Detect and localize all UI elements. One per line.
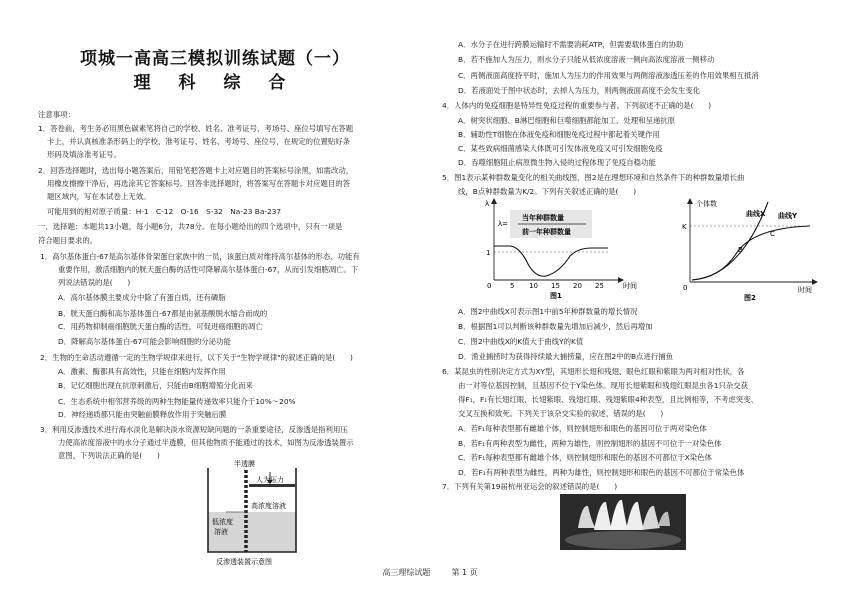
page-subtitle: 理 科 综 合 bbox=[133, 73, 297, 93]
option-a: A．水分子在进行跨膜运输时不需要消耗ATP，但需要载体蛋白的协助 bbox=[458, 40, 684, 49]
notes-line: 形码及填涂准考证号。 bbox=[47, 150, 121, 159]
option-d: D．渔业捕捞时为获得持续最大捕捞量，应在图2中的B点进行捕鱼 bbox=[458, 352, 674, 361]
x-tick-15: 15 bbox=[551, 282, 560, 290]
notes-line: 2．回答选择题时，选出每小题答案后，用铅笔把答题卡上对应题目的答案标号涂黑，如需改动， bbox=[38, 166, 354, 175]
option-b: B．根据图1可以判断该种群数量先增加后减少，然后再增加 bbox=[458, 322, 653, 331]
x-tick-25: 25 bbox=[595, 282, 604, 290]
stage-floor bbox=[565, 531, 681, 549]
question-7: 7．下列有关第19届杭州亚运会的叙述错误的是( ) bbox=[442, 482, 618, 491]
option-d: D．若液面处于图中状态时，去掉人为压力，则两侧液面高度不会发生变化 bbox=[458, 86, 701, 95]
option-c: C．若F₁每种表型都有雌雄个体，则控制翅形和眼色的基因不可都位于X染色体 bbox=[458, 453, 712, 462]
y-tick-1: 1 bbox=[486, 249, 491, 257]
curve-y bbox=[692, 226, 810, 280]
option-c: C．图2中曲线X的K值大于曲线Y的K值 bbox=[458, 337, 584, 346]
low-solution-label-2: 溶液 bbox=[214, 528, 228, 536]
figure-1-caption: 图1 bbox=[550, 292, 562, 300]
option-d: D．降解高尔基体蛋白-67可能会影响细胞的分泌功能 bbox=[58, 337, 231, 346]
equation-denominator: 前一年种群数量 bbox=[522, 228, 571, 236]
figure-2-chart bbox=[670, 196, 830, 302]
question-line: 重要作用，激活细胞内的胱天蛋白酶的活性可降解高尔基体蛋白-67，从而引发细胞凋亡。下 bbox=[58, 265, 359, 274]
section-heading: 一．选择题：本题共13小题，每小题6分，共78分。在每小题给出的四个选项中，只有一项是 bbox=[38, 222, 343, 231]
x-label: 时间 bbox=[623, 282, 637, 290]
footer-subject: 高三理综试题 bbox=[382, 568, 431, 577]
x-tick-5: 5 bbox=[510, 282, 515, 290]
option-b: B．辅助性T细胞在体液免疫和细胞免疫过程中都起着关键作用 bbox=[458, 130, 660, 139]
page-footer bbox=[0, 567, 860, 578]
y-arrow bbox=[491, 198, 497, 204]
option-a: A．激素、酶都具有高效性，只能在细胞内发挥作用 bbox=[58, 367, 226, 376]
high-solution-label: 高浓度溶液 bbox=[251, 502, 286, 510]
equation-lhs: λ= bbox=[498, 220, 509, 228]
origin-label: 0 bbox=[683, 284, 688, 292]
x-arrow bbox=[812, 279, 818, 285]
point-c-label: C bbox=[770, 230, 775, 238]
figure-2-caption: 图2 bbox=[744, 294, 756, 302]
option-a: A．树突状细胞、B淋巴细胞和巨噬细胞都能加工、处理和呈递抗原 bbox=[458, 116, 676, 125]
option-b: B．若F₁有两种表型为雌性，两种为雄性，则控制翅形的基因不可位于一对染色体 bbox=[458, 439, 722, 448]
y-label: 个体数 bbox=[696, 200, 717, 208]
origin-label: 0 bbox=[487, 282, 492, 290]
option-a: A．图2中曲线X可表示图1中前5年种群数量的增长情况 bbox=[458, 307, 638, 316]
option-d: D．吞噬细胞阻止病原微生物入侵的过程体现了免疫自稳功能 bbox=[458, 158, 656, 167]
option-b: B．胱天蛋白酶和高尔基体蛋白-67都是由氨基酸脱水缩合而成的 bbox=[58, 309, 268, 318]
pressure-label: 人为压力 bbox=[256, 476, 284, 484]
notes-line: 题区域内，写在本试卷上无效。 bbox=[47, 192, 151, 201]
question-line: 列说法错误的是( ) bbox=[58, 278, 131, 287]
x-tick-10: 10 bbox=[529, 282, 538, 290]
question-line: 线，B点种群数量为K/2。下列有关叙述正确的是( ) bbox=[458, 187, 637, 196]
k-label: K bbox=[682, 223, 687, 231]
asian-games-photo bbox=[560, 494, 686, 550]
option-c: C．用药物抑制癌细胞胱天蛋白酶的活性，可促进癌细胞的凋亡 bbox=[58, 322, 263, 331]
notes-heading: 注意事项： bbox=[38, 110, 75, 119]
page-title: 项城一高高三模拟训练试题（一） bbox=[80, 49, 350, 69]
reverse-osmosis-diagram bbox=[200, 458, 305, 570]
x-label: 时间 bbox=[798, 286, 812, 294]
notes-line: 卡上，并认真核准条形码上的学校、准考证号、姓名、考场号、座位号，在规定的位置贴好条 bbox=[47, 137, 351, 146]
question-3: 3．利用反渗透技术进行海水淡化是解决淡水资源短缺问题的一条重要途径，反渗透是指利用压 bbox=[40, 425, 348, 434]
option-c: C．某些致病细菌感染人体既可引发体液免疫又可引发细胞免疫 bbox=[458, 144, 663, 153]
notes-line: 1．答卷前，考生务必用黑色碳素笔将自己的学校、姓名、准考证号、考场号、座位号填写在答题 bbox=[38, 124, 354, 133]
y-arrow bbox=[687, 198, 693, 204]
option-d: D．若F₁有两种表型为雌性，两种为雄性，则控制翅形和眼色的基因不可都位于常染色体 bbox=[458, 468, 745, 477]
low-solution-label: 低浓度 bbox=[212, 518, 233, 526]
option-a: A．高尔基体膜主要成分中除了有蛋白质，还有磷脂 bbox=[58, 293, 226, 302]
option-a: A．若F₁每种表型都有雌雄个体，则控制翅形和眼色的基因可位于两对染色体 bbox=[458, 424, 707, 433]
y-label: λ bbox=[485, 200, 490, 208]
curve-x-label: 曲线X bbox=[746, 210, 766, 218]
question-6: 6．某昆虫的性别决定方式为XY型，其翅形长翅和残翅、眼色红眼和紫眼为两对相对性状，各 bbox=[442, 367, 745, 376]
option-b: B．记忆细胞出现在抗原刺激后，只能由B细胞增殖分化而来 bbox=[58, 381, 253, 390]
option-b: B．若不施加人为压力，则水分子只能从低浓度溶液一侧向高浓度溶液一侧移动 bbox=[458, 55, 715, 64]
question-line: 力使高浓度溶液中的水分子通过半透膜，但其他物质不能通过的技术，如图为反渗透装置示 bbox=[58, 438, 354, 447]
curve-y-label: 曲线Y bbox=[778, 212, 798, 220]
question-4: 4．人体内的免疫细胞是特异性免疫过程的重要参与者。下列叙述不正确的是( ) bbox=[442, 101, 712, 110]
x-tick-20: 20 bbox=[573, 282, 582, 290]
notes-line: 可能用到的相对原子质量：H-1 C-12 O-16 S-32 Na-23 Ba-237 bbox=[47, 207, 282, 216]
option-c: C．两侧液面高度持平时，施加人为压力的作用效果与两侧溶液渗透压差的作用效果相互抵消 bbox=[458, 71, 759, 80]
page-number: 第 1 页 bbox=[451, 568, 478, 577]
question-1: 1．高尔基体蛋白-67是高尔基体骨架蛋白家族中的一员，该蛋白质对维持高尔基体的形态、功能有 bbox=[40, 252, 360, 261]
question-line: 交叉互换和致死。下列关于该杂交实验的叙述，错误的是( ) bbox=[458, 409, 664, 418]
question-5: 5．图1表示某种群数量变化的相关曲线图，图2是在理想环境和自然条件下的种群数量增长曲 bbox=[442, 173, 745, 182]
notes-line: 符合题目要求的。 bbox=[38, 236, 98, 245]
question-line: 得F₁，F₁有长翅红眼、长翅紫眼、残翅红眼、残翅紫眼4种表型，且比例相等，不考虑突变、 bbox=[458, 395, 758, 404]
question-line: 由一对等位基因控制，且基因不位于Y染色体。现用长翅紫眼和残翅红眼昆虫各1只杂交获 bbox=[458, 381, 749, 390]
option-d: D．神经递质都只能由突触前膜释放作用于突触后膜 bbox=[58, 410, 227, 419]
equation-numerator: 当年种群数量 bbox=[522, 214, 564, 222]
question-2: 2．生物的生命活动遵循一定的生物学规律来进行，以下关于"生物学规律"的叙述正确的是( ) bbox=[40, 353, 353, 362]
notes-line: 用橡皮擦擦干净后，再选涂其它答案标号。回答非选择题时，将答案写在答题卡对应题目的答 bbox=[47, 179, 351, 188]
lambda-curve bbox=[494, 246, 608, 276]
membrane-label: 半透膜 bbox=[234, 460, 255, 468]
point-b-label: B bbox=[738, 246, 743, 254]
piston bbox=[249, 484, 295, 487]
question-line: 意图，下列说法正确的是( ) bbox=[58, 451, 160, 460]
diagram-caption: 反渗透装置示意图 bbox=[216, 558, 272, 566]
option-c: C．生态系统中相邻营养级的两种生物能量传递效率只能介于10%～20% bbox=[58, 397, 296, 406]
figure-1-chart bbox=[480, 196, 648, 300]
